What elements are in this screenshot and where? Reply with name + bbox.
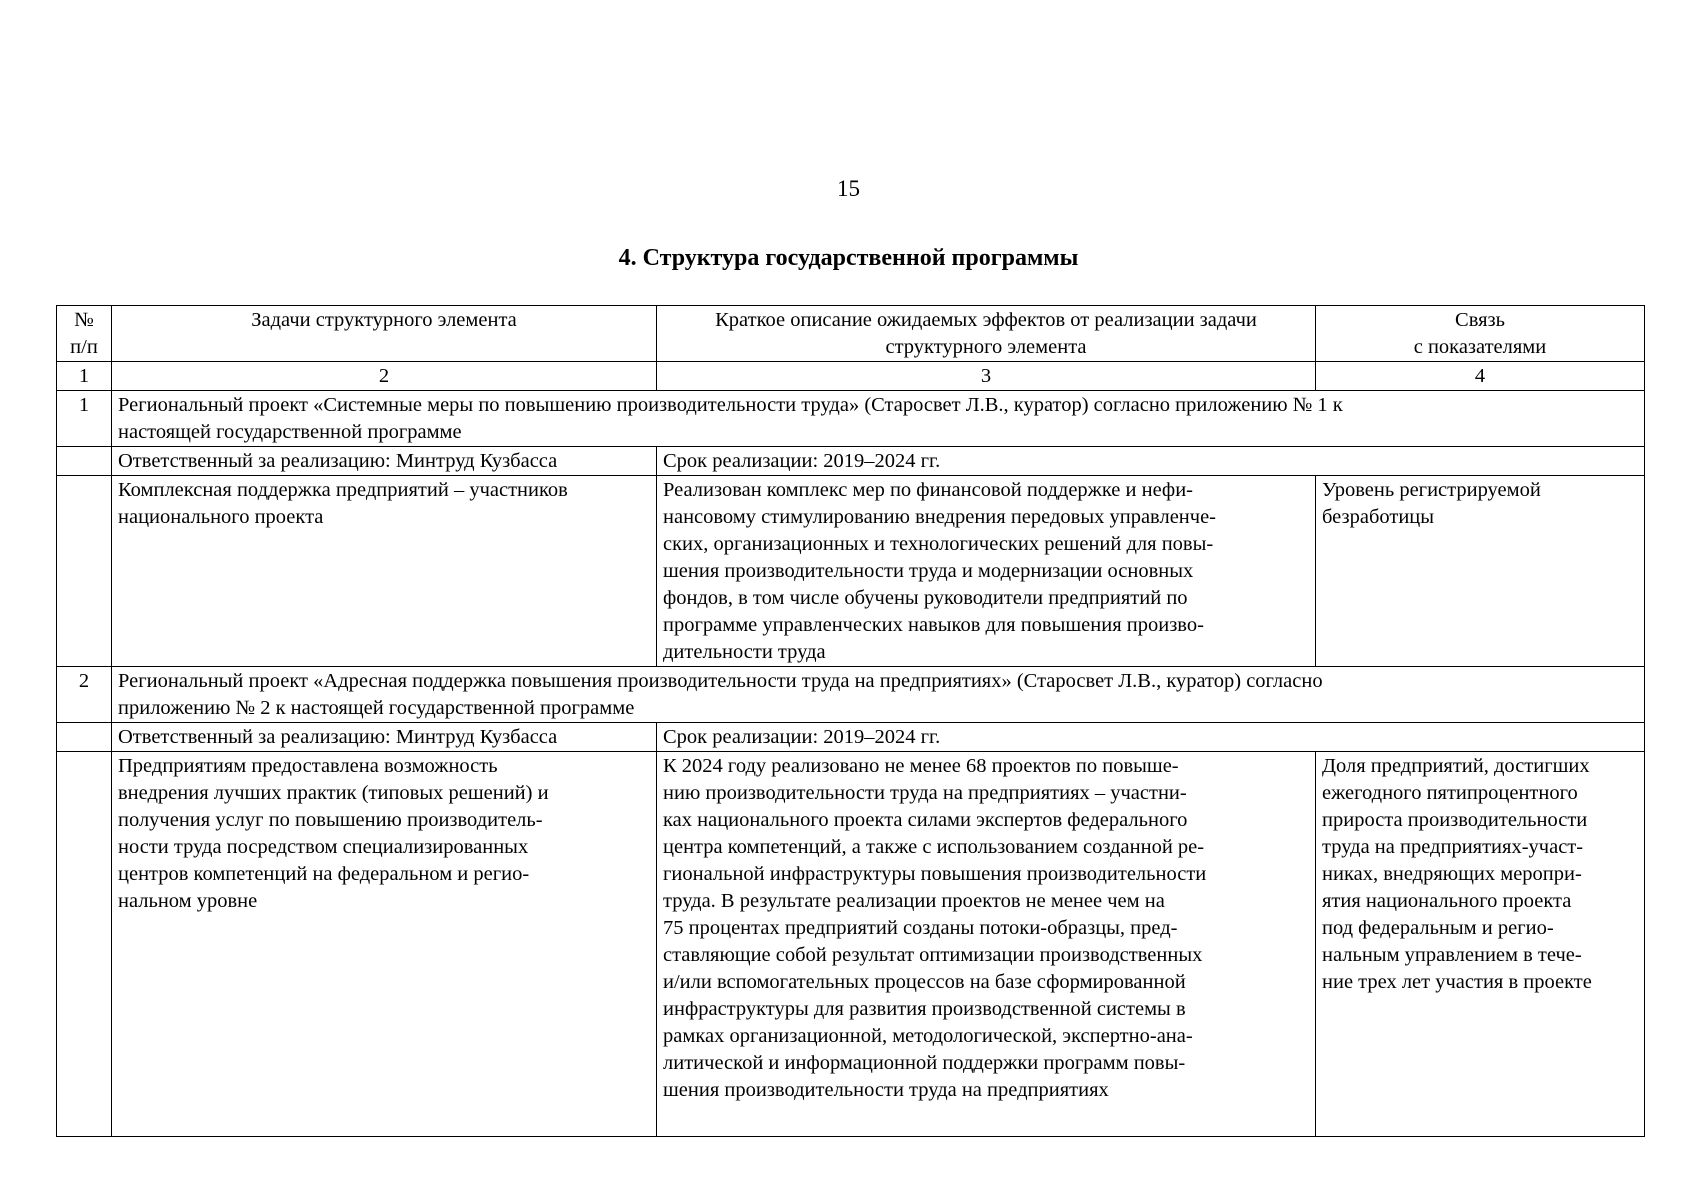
table-header-row [57,306,1645,362]
section-title: Региональный проект «Системные меры по повышению производительности труда» (Старосвет Л.В., куратор) согласно приложению № 1 к настоящей государственной программе [112,391,1645,447]
header-tasks: Задачи структурного элемента [112,306,657,362]
responsible-cell: Ответственный за реализацию: Минтруд Кузбасса [112,723,657,752]
header-number: № п/п [57,306,112,362]
section-number: 1 [57,391,112,447]
structure-table [56,305,1645,1137]
term-cell: Срок реализации: 2019–2024 гг. [657,447,1645,476]
task-cell: Предприятиям предоставлена возможность внедрения лучших практик (типовых решений) и получения услуг по повышению производитель- ности труда посредством специализированных центров компетенций на федеральном и регио- нальном уровне [112,752,657,1137]
section-number: 2 [57,667,112,723]
empty-cell [57,476,112,667]
document-title: 4. Структура государственной программы [618,245,1079,271]
effects-cell: Реализован комплекс мер по финансовой поддержке и нефи- нансовому стимулированию внедрения передовых управленче- ских, организационных и технологических решений для повы- шения производительности труда и модернизации основных фондов, в том числе обучены руководители предприятий по программе управленческих навыков для повышения произво- дительности труда [657,476,1316,667]
column-number: 4 [1316,362,1645,391]
section-responsible-row [57,723,1645,752]
section-title: Региональный проект «Адресная поддержка повышения производительности труда на предприятиях» (Старосвет Л.В., куратор) согласно приложению № 2 к настоящей государственной программе [112,667,1645,723]
column-number: 1 [57,362,112,391]
responsible-cell: Ответственный за реализацию: Минтруд Кузбасса [112,447,657,476]
task-row [57,476,1645,667]
term-cell: Срок реализации: 2019–2024 гг. [657,723,1645,752]
task-cell: Комплексная поддержка предприятий – участников национального проекта [112,476,657,667]
indicators-cell: Уровень регистрируемой безработицы [1316,476,1645,667]
column-number: 3 [657,362,1316,391]
section-title-row [57,667,1645,723]
indicators-cell: Доля предприятий, достигших ежегодного пятипроцентного прироста производительности труда на предприятиях-участ- никах, внедряющих меропри- ятия национального проекта под федеральным и регио- нальным управлением в тече- ние трех лет участия в проекте [1316,752,1645,1137]
header-indicators: Связь с показателями [1316,306,1645,362]
empty-cell [57,752,112,1137]
column-numbers-row [57,362,1645,391]
task-row [57,752,1645,1137]
header-effects: Краткое описание ожидаемых эффектов от реализации задачи структурного элемента [657,306,1316,362]
section-responsible-row [57,447,1645,476]
page-number: 15 [837,176,860,201]
effects-cell: К 2024 году реализовано не менее 68 проектов по повыше- нию производительности труда на предприятиях – участни- ках национального проекта силами экспертов федерального центра компетенций, а также с использованием созданной ре- гиональной инфраструктуры повышения производительности труда. В результате реализации проектов не менее чем на 75 процентах предприятий созданы потоки-образцы, пред- ставляющие собой результат оптимизации производственных и/или вспомогательных процессов на базе сформированной инфраструктуры для развития производственной системы в рамках организационной, методологической, экспертно-ана- литической и информационной поддержки программ повы- шения производительности труда на предприятиях [657,752,1316,1137]
empty-cell [57,723,112,752]
column-number: 2 [112,362,657,391]
section-title-row [57,391,1645,447]
empty-cell [57,447,112,476]
